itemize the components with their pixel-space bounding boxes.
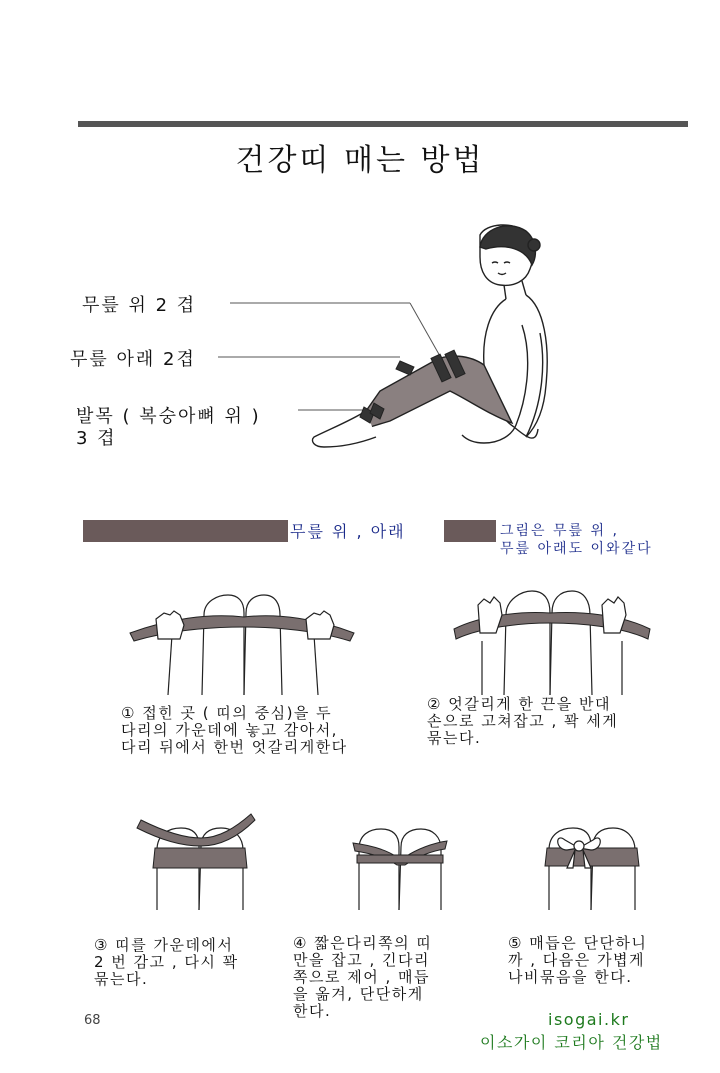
label-above-knee: 무릎 위 2 겹 (82, 295, 197, 316)
step4-text (293, 935, 432, 1020)
seated-figure-illustration (300, 215, 560, 460)
footer-site: isogai.kr (548, 1010, 630, 1029)
step4-line1: ④ 짧은다리쪽의 띠 (293, 934, 433, 952)
label-ankle-line1: 발목 ( 복숭아뼈 위 ) (76, 406, 261, 427)
step4-line4: 을 옮겨, 단단하게 (293, 985, 424, 1003)
step5-line1: ⑤ 매듭은 단단하니 (508, 934, 648, 952)
page-number: 68 (84, 1013, 101, 1028)
step3-illustration (135, 810, 265, 910)
step5-illustration (535, 810, 655, 910)
step4-illustration (345, 815, 455, 910)
step1-line2: 다리의 가운데에 놓고 감아서, (121, 721, 338, 739)
step1-line3: 다리 뒤에서 한번 엇갈리게한다 (121, 738, 348, 756)
step2-line2: 손으로 고쳐잡고 , 꽉 세게 (427, 712, 619, 730)
section-bar-right (444, 520, 496, 542)
footer-tagline: 이소가이 코리아 건강법 (480, 1033, 663, 1052)
section-note-line2: 무릎 아래도 이와같다 (500, 541, 653, 557)
step5-line3: 나비묶음을 한다. (508, 968, 633, 986)
section-bar-left (83, 520, 288, 542)
step5-text (508, 935, 647, 986)
step2-text (427, 696, 618, 747)
step4-line5: 한다. (293, 1002, 332, 1020)
step3-text (94, 937, 239, 988)
step2-line3: 묶는다. (427, 729, 482, 747)
step4-line2: 만을 잡고 , 긴다리 (293, 951, 431, 969)
step2-line1: ② 엇갈리게 한 끈을 반대 (427, 695, 611, 713)
step3-line1: ③ 띠를 가운데에서 (94, 936, 234, 954)
page-title: 건강띠 매는 방법 (235, 143, 485, 178)
step4-line3: 쪽으로 제어 , 매듭 (293, 968, 431, 986)
step2-illustration (452, 575, 652, 695)
step3-line3: 묶는다. (94, 970, 149, 988)
section-note-line1: 그림은 무릎 위 , (500, 523, 619, 539)
step3-line2: 2 번 감고 , 다시 꽉 (94, 953, 239, 971)
label-ankle-line2: 3 겹 (76, 428, 117, 449)
step1-illustration (128, 585, 358, 695)
section-heading: 무릎 위 , 아래 (290, 522, 406, 541)
step5-line2: 까 , 다음은 가볍게 (508, 951, 646, 969)
top-rule (78, 121, 688, 127)
step1-text (121, 705, 348, 756)
label-below-knee: 무릎 아래 2겹 (70, 349, 196, 370)
step1-line1: ① 접힌 곳 ( 띠의 중심)을 두 (121, 704, 333, 722)
